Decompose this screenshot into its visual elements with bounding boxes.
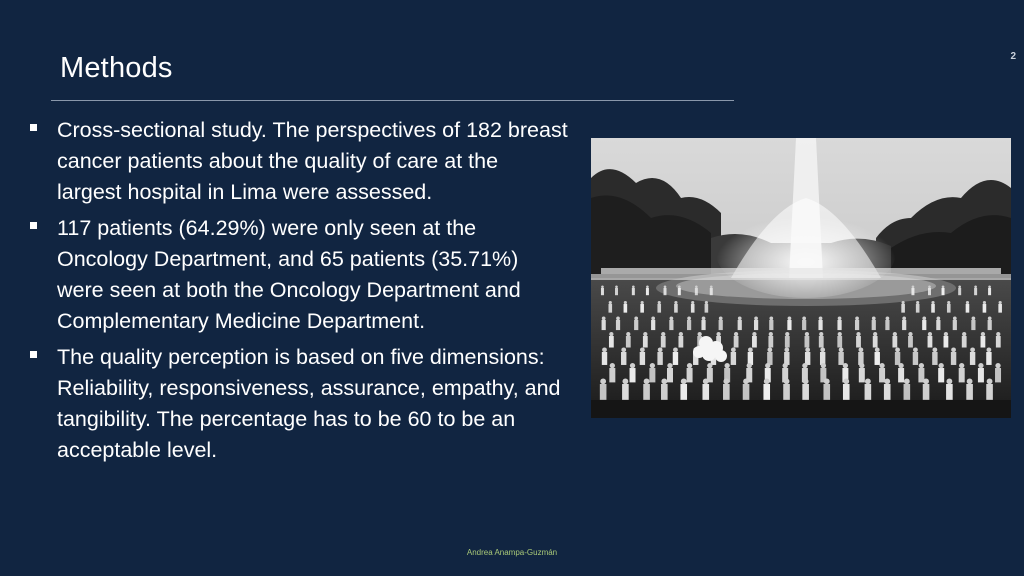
title-divider [51,100,734,101]
fountain-crowd-photo [591,138,1011,418]
bullet-text: 117 patients (64.29%) were only seen at the Oncology Department, and 65 patients (35.71%) were seen at both the Oncology Department and Complementary Medicine Department. [57,216,521,333]
slide-number: 2 [1010,51,1016,62]
bullet-item [28,342,568,466]
photo-illustration [591,138,1011,418]
bullet-list [28,115,568,471]
square-bullet-icon [30,351,37,358]
bullet-item [28,213,568,337]
bullet-text: Cross-sectional study. The perspectives of 182 breast cancer patients about the quality of care at the largest hospital in Lima were assessed. [57,118,568,204]
slide-title: Methods [60,52,173,84]
bullet-text: The quality perception is based on five dimensions: Reliability, responsiveness, assurance, empathy, and tangibility. The percentage has to be 60 to be an acceptable level. [57,345,561,462]
bullet-item [28,115,568,208]
footer-author: Andrea Anampa-Guzmán [466,548,558,557]
square-bullet-icon [30,124,37,131]
square-bullet-icon [30,222,37,229]
